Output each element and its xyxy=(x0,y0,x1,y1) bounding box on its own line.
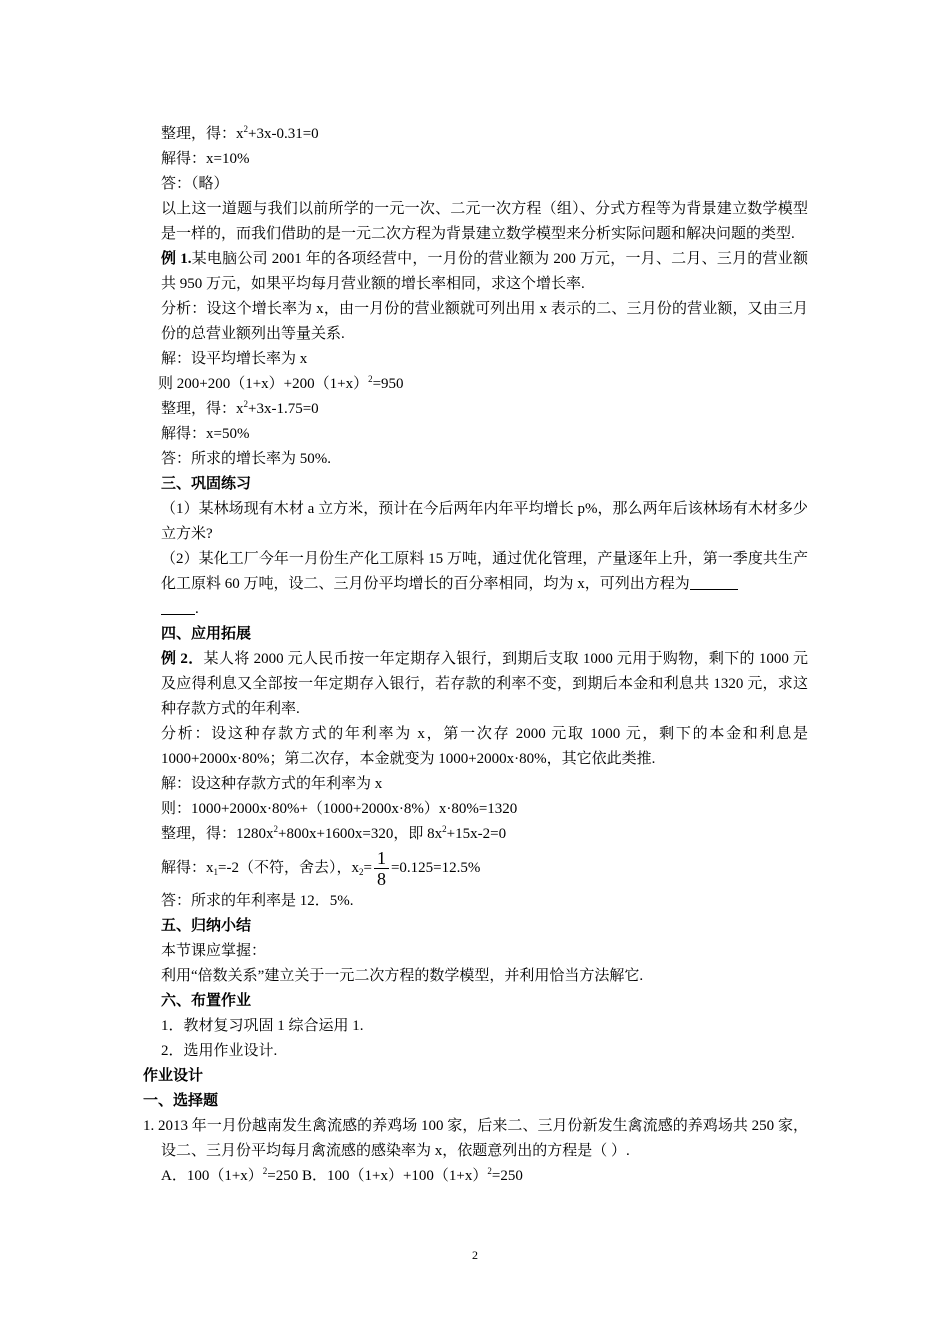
section-heading: 五、归纳小结 xyxy=(161,918,252,935)
superscript: 2 xyxy=(273,824,279,834)
section-heading: 一、选择题 xyxy=(143,1093,219,1110)
example-label: 例 1. xyxy=(161,251,192,267)
choice-question: 1. 2013 年一月份越南发生禽流感的养鸡场 100 家，后来二、三月份新发生禽流感的养鸡场共 250 家，设二、三月份平均每月禽流感的感染率为 x，依题意列出的方程是（ ）. xyxy=(143,1118,808,1160)
option-text: =250 xyxy=(491,1168,523,1185)
solution-line: 则：1000+2000x·80%+（1000+2000x·8%）x·80%=1320 xyxy=(161,801,518,817)
answer-line: 答：所求的年利率是 12．5%. xyxy=(161,893,354,910)
subscript: 2 xyxy=(358,867,364,877)
page-content xyxy=(143,122,808,1189)
fraction xyxy=(374,848,389,889)
fraction-numerator: 1 xyxy=(374,848,389,869)
subscript: 1 xyxy=(213,867,219,877)
text: 整理，得：x xyxy=(161,401,244,417)
text: = xyxy=(363,860,372,876)
option-text: A．100（1+x） xyxy=(161,1168,263,1185)
text-line: 本节课应掌握： xyxy=(161,943,267,960)
option-text: =250 B．100（1+x）+100（1+x） xyxy=(267,1168,488,1185)
superscript: 2 xyxy=(243,124,249,134)
section-heading: 六、布置作业 xyxy=(161,993,252,1010)
superscript: 2 xyxy=(243,399,249,409)
answer-blank xyxy=(161,600,195,615)
text: +3x-0.31=0 xyxy=(248,126,319,142)
example-1 xyxy=(143,247,808,297)
exercise-1: （1）某林场现有木材 a 立方米，预计在今后两年内年平均增长 p%，那么两年后该林场有木材多少立方米? xyxy=(161,501,808,542)
superscript: 2 xyxy=(368,374,373,384)
text: 解得：x xyxy=(161,860,214,876)
example-text: 某人将 2000 元人民币按一年定期存入银行，到期后支取 1000 元用于购物，剩下的 1000 元及应得利息又全部按一年定期存入银行，若存款的利率不变，到期后本金和利息共 1320 元，求这种存款方式的年利率. xyxy=(161,651,808,717)
section-heading: 四、应用拓展 xyxy=(161,626,252,642)
text: +3x-1.75=0 xyxy=(248,401,319,417)
text: 整理，得：1280x xyxy=(161,826,274,842)
choice-options xyxy=(143,1164,808,1189)
text-line xyxy=(143,122,808,147)
analysis: 分析：设这种存款方式的年利率为 x，第一次存 2000 元取 1000 元，剩下的本金和利息是 1000+2000x·80%；第二次存，本金就变为 1000+2000x·80%，其它依此类推. xyxy=(161,726,808,767)
example-text: 某电脑公司 2001 年的各项经营中，一月份的营业额为 200 万元，一月、二月、三月的营业额共 950 万元，如果平均每月营业额的增长率相同，求这个增长率. xyxy=(161,251,808,292)
text: 则 200+200（1+x）+200（1+x） xyxy=(158,376,369,392)
solution-line xyxy=(143,822,808,847)
solution-line: 解得：x=50% xyxy=(161,426,250,442)
analysis: 分析：设这个增长率为 x，由一月份的营业额就可列出用 x 表示的二、三月份的营业额，又由三月份的总营业额列出等量关系. xyxy=(161,301,808,342)
exercise-2 xyxy=(143,547,808,622)
solution-line xyxy=(143,847,808,889)
answer-blank xyxy=(690,575,738,590)
text: . xyxy=(195,601,199,617)
page-number: 2 xyxy=(472,1248,478,1262)
text: =0.125=12.5% xyxy=(390,860,481,876)
section-heading: 三、巩固练习 xyxy=(161,476,252,492)
text: =950 xyxy=(372,376,404,392)
text-line: 解得：x=10% xyxy=(161,151,250,167)
homework-item: 2．选用作业设计. xyxy=(161,1043,278,1060)
superscript: 2 xyxy=(442,824,447,834)
homework-item: 1．教材复习巩固 1 综合运用 1. xyxy=(161,1018,364,1035)
example-label: 例 2． xyxy=(161,651,204,667)
solution-line xyxy=(143,372,808,397)
superscript: 2 xyxy=(487,1166,492,1177)
solution-line: 解：设平均增长率为 x xyxy=(161,351,308,367)
paragraph: 以上这一道题与我们以前所学的一元一次、二元一次方程（组）、分式方程等为背景建立数学模型是一样的，而我们借助的是一元二次方程为背景建立数学模型来分析实际问题和解决问题的类型. xyxy=(161,201,808,242)
answer-line: 答：所求的增长率为 50%. xyxy=(161,451,331,467)
solution-line xyxy=(143,397,808,422)
solution-line: 解：设这种存款方式的年利率为 x xyxy=(161,776,383,792)
text: +15x-2=0 xyxy=(446,826,507,842)
text: +800x+1600x=320，即 8x xyxy=(278,826,443,842)
text: =-2（不符，舍去），x xyxy=(218,860,359,876)
example-2 xyxy=(143,647,808,722)
text: （2）某化工厂今年一月份生产化工原料 15 万吨，通过优化管理，产量逐年上升，第一季度共生产化工原料 60 万吨，设二、三月份平均增长的百分率相同，均为 x，可列出方程为 xyxy=(161,551,808,592)
text-line: 答：（略） xyxy=(161,176,229,192)
superscript: 2 xyxy=(262,1166,268,1177)
text-line: 利用“倍数关系”建立关于一元二次方程的数学模型，并利用恰当方法解它. xyxy=(161,968,644,985)
section-heading: 作业设计 xyxy=(143,1068,204,1085)
fraction-denominator: 8 xyxy=(376,869,386,890)
text: 整理，得：x xyxy=(161,126,244,142)
